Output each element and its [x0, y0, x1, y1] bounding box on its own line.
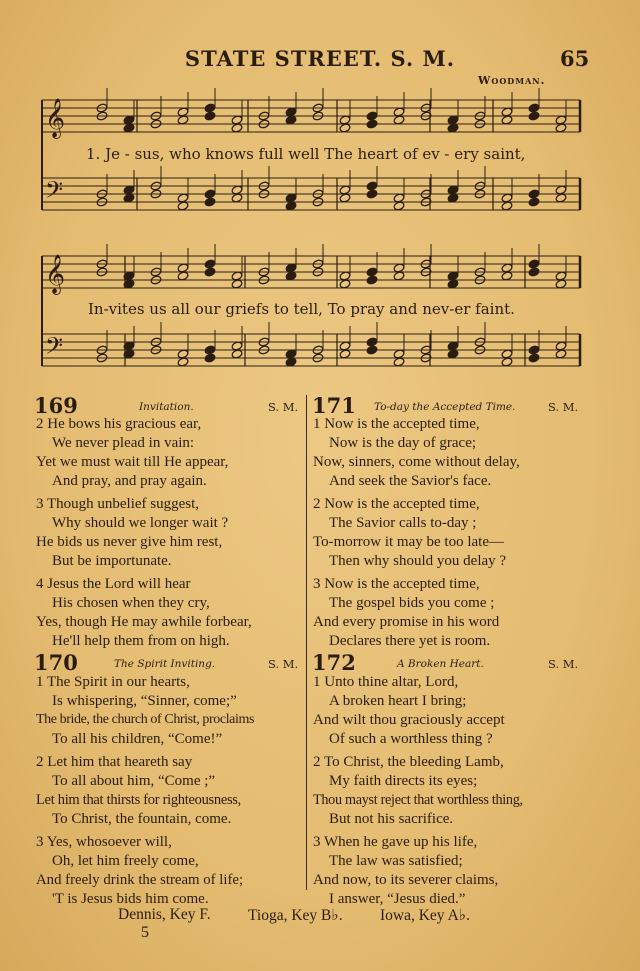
tune-reference: Dennis, Key F. — [118, 906, 211, 923]
hymn-line: 1 Now is the accepted time, — [313, 416, 480, 432]
note-head — [177, 263, 189, 273]
hymn-line: The Savior calls to-day ; — [329, 515, 477, 531]
note-head — [528, 103, 540, 113]
note-head — [501, 115, 513, 125]
hymn-line: Why should we longer wait ? — [52, 515, 229, 531]
hymn-line: And now, to its severer claims, — [313, 872, 499, 888]
note-head — [204, 111, 216, 121]
hymn-line: To all his children, “Come!” — [52, 731, 223, 747]
note-head — [204, 197, 216, 207]
note-head — [177, 271, 189, 281]
treble-clef: 𝄞 — [45, 254, 66, 294]
note-head — [204, 267, 216, 277]
note-head — [555, 115, 567, 125]
hymn-line: 2 Let him that heareth say — [36, 754, 193, 770]
tune-reference: Tioga, Key B♭. — [248, 907, 343, 924]
note-head — [231, 185, 243, 195]
hymn-line: He bids us never give him rest, — [36, 534, 223, 550]
hymn-number: 170 — [34, 650, 78, 675]
hymn-line: Now is the day of grace; — [329, 435, 477, 451]
note-head — [393, 201, 405, 211]
note-head — [177, 115, 189, 125]
hymn-subtitle: Invitation. — [139, 401, 194, 413]
hymn-line: Oh, let him freely come, — [52, 853, 199, 869]
note-head — [501, 201, 513, 211]
note-head — [231, 349, 243, 359]
hymn-line: Yes, though He may awhile forbear, — [36, 614, 252, 630]
hymn-line: And wilt thou graciously accept — [313, 712, 505, 728]
hymn-line: 3 Now is the accepted time, — [313, 576, 480, 592]
note-head — [528, 345, 540, 355]
note-head — [231, 279, 243, 289]
hymn-line: 2 To Christ, the bleeding Lamb, — [313, 754, 504, 770]
note-head — [231, 341, 243, 351]
note-head — [366, 345, 378, 355]
hymn-line: To Christ, the fountain, come. — [52, 811, 232, 827]
note-head — [393, 271, 405, 281]
hymn-line: Then why should you delay ? — [329, 553, 507, 569]
hymn-number: 171 — [312, 393, 356, 418]
note-head — [393, 193, 405, 203]
note-head — [177, 349, 189, 359]
note-head — [501, 193, 513, 203]
note-head — [528, 267, 540, 277]
hymn-line: The bride, the church of Christ, proclaims — [36, 712, 255, 727]
column-divider — [306, 395, 307, 890]
note-head — [555, 279, 567, 289]
note-head — [231, 193, 243, 203]
note-head — [393, 357, 405, 367]
note-head — [177, 193, 189, 203]
note-head — [447, 123, 459, 133]
note-head — [528, 259, 540, 269]
note-head — [447, 341, 459, 351]
note-head — [447, 115, 459, 125]
note-head — [339, 341, 351, 351]
note-head — [204, 345, 216, 355]
note-head — [177, 201, 189, 211]
hymn-line: 'T is Jesus bids him come. — [52, 891, 209, 907]
note-head — [204, 259, 216, 269]
staff-lines — [42, 98, 580, 366]
hymn-line: 1 The Spirit in our hearts, — [36, 674, 190, 690]
note-head — [285, 357, 297, 367]
note-head — [501, 107, 513, 117]
lyrics-line-2: In-vites us all our griefs to tell, To pray and nev-er faint. — [88, 300, 515, 318]
note-head — [555, 123, 567, 133]
bass-clef: 𝄢 — [45, 332, 64, 365]
note-head — [285, 193, 297, 203]
note-head — [204, 189, 216, 199]
note-head — [339, 271, 351, 281]
note-head — [501, 349, 513, 359]
note-head — [447, 279, 459, 289]
hymn-line: A broken heart I bring; — [329, 693, 467, 709]
hymn-line: The law was satisfied; — [329, 853, 463, 869]
note-head — [285, 263, 297, 273]
note-head — [123, 185, 135, 195]
hymn-line: He'll help them from on high. — [52, 633, 230, 649]
hymn-line: His chosen when they cry, — [52, 595, 210, 611]
note-head — [204, 353, 216, 363]
note-head — [501, 263, 513, 273]
hymn-line: Is whispering, “Sinner, come;” — [52, 693, 237, 709]
note-head — [528, 111, 540, 121]
note-head — [366, 275, 378, 285]
hymn-subtitle: The Spirit Inviting. — [114, 658, 216, 670]
note-head — [177, 107, 189, 117]
note-head — [177, 357, 189, 367]
note-head — [528, 353, 540, 363]
note-head — [339, 123, 351, 133]
tune-title: STATE STREET. S. M. — [184, 46, 456, 71]
note-head — [393, 349, 405, 359]
note-head — [501, 271, 513, 281]
composer-credit: Woodman. — [478, 74, 546, 87]
hymn-line: 4 Jesus the Lord will hear — [36, 576, 191, 592]
hymn-line: Yet we must wait till He appear, — [36, 454, 229, 470]
hymn-line: And freely drink the stream of life; — [36, 872, 244, 888]
signature-mark: 5 — [141, 924, 149, 941]
hymn-meter: S. M. — [548, 657, 579, 671]
hymn-line: And pray, and pray again. — [52, 473, 207, 489]
note-head — [528, 197, 540, 207]
hymn-line: 3 When he gave up his life, — [313, 834, 478, 850]
music-score — [0, 0, 640, 380]
note-head — [123, 115, 135, 125]
note-head — [393, 115, 405, 125]
hymn-line: 2 Now is the accepted time, — [313, 496, 480, 512]
hymn-line: And every promise in his word — [313, 614, 500, 630]
note-head — [285, 115, 297, 125]
note-head — [528, 189, 540, 199]
hymn-line: My faith directs its eyes; — [329, 773, 478, 789]
note-head — [231, 271, 243, 281]
note-head — [285, 271, 297, 281]
note-head — [339, 193, 351, 203]
hymn-line: But be importunate. — [52, 553, 172, 569]
hymn-meter: S. M. — [268, 400, 299, 414]
note-head — [501, 357, 513, 367]
music-notes — [96, 88, 567, 367]
hymn-meter: S. M. — [548, 400, 579, 414]
hymn-line: Declares there yet is room. — [329, 633, 491, 649]
hymn-subtitle: To-day the Accepted Time. — [374, 401, 516, 413]
hymn-line: Thou mayst reject that worthless thing, — [313, 792, 523, 808]
note-head — [555, 341, 567, 351]
lyrics-line-1: 1. Je - sus, who knows full well The heart of ev - ery saint, — [86, 145, 526, 163]
note-head — [447, 349, 459, 359]
note-head — [339, 349, 351, 359]
note-head — [231, 123, 243, 133]
hymn-line: We never plead in vain: — [52, 435, 195, 451]
note-head — [339, 115, 351, 125]
note-head — [447, 185, 459, 195]
page-number: 65 — [560, 46, 590, 71]
hymn-line: To all about him, “Come ;” — [52, 773, 216, 789]
note-head — [204, 103, 216, 113]
note-head — [285, 107, 297, 117]
hymn-line: To-morrow it may be too late— — [313, 534, 504, 550]
note-head — [393, 263, 405, 273]
note-head — [366, 189, 378, 199]
note-head — [231, 115, 243, 125]
note-head — [555, 185, 567, 195]
hymn-line: Now, sinners, come without delay, — [313, 454, 520, 470]
note-head — [285, 201, 297, 211]
note-head — [447, 193, 459, 203]
note-head — [285, 349, 297, 359]
hymn-line: But not his sacrifice. — [329, 811, 454, 827]
hymn-line: 1 Unto thine altar, Lord, — [313, 674, 459, 690]
note-head — [339, 279, 351, 289]
note-head — [447, 271, 459, 281]
hymn-number: 172 — [312, 650, 356, 675]
hymn-line: 2 He bows his gracious ear, — [36, 416, 202, 432]
hymn-line: 3 Yes, whosoever will, — [36, 834, 172, 850]
note-head — [123, 193, 135, 203]
note-head — [366, 181, 378, 191]
tune-reference: Iowa, Key A♭. — [380, 907, 470, 924]
note-head — [555, 193, 567, 203]
hymn-line: And seek the Savior's face. — [329, 473, 492, 489]
note-head — [366, 337, 378, 347]
note-head — [366, 119, 378, 129]
note-head — [366, 267, 378, 277]
note-head — [555, 349, 567, 359]
hymn-line: Of such a worthless thing ? — [329, 731, 493, 747]
note-head — [393, 107, 405, 117]
note-head — [339, 185, 351, 195]
hymn-subtitle: A Broken Heart. — [397, 658, 484, 670]
note-head — [555, 271, 567, 281]
hymn-line: The gospel bids you come ; — [329, 595, 495, 611]
hymn-number: 169 — [34, 393, 78, 418]
hymn-line: 3 Though unbelief suggest, — [36, 496, 200, 512]
treble-clef: 𝄞 — [45, 98, 66, 138]
hymn-meter: S. M. — [268, 657, 299, 671]
hymn-line: I answer, “Jesus died.” — [329, 891, 466, 907]
note-head — [366, 111, 378, 121]
hymn-line: Let him that thirsts for righteousness, — [36, 792, 241, 808]
bass-clef: 𝄢 — [45, 176, 64, 209]
note-head — [123, 123, 135, 133]
